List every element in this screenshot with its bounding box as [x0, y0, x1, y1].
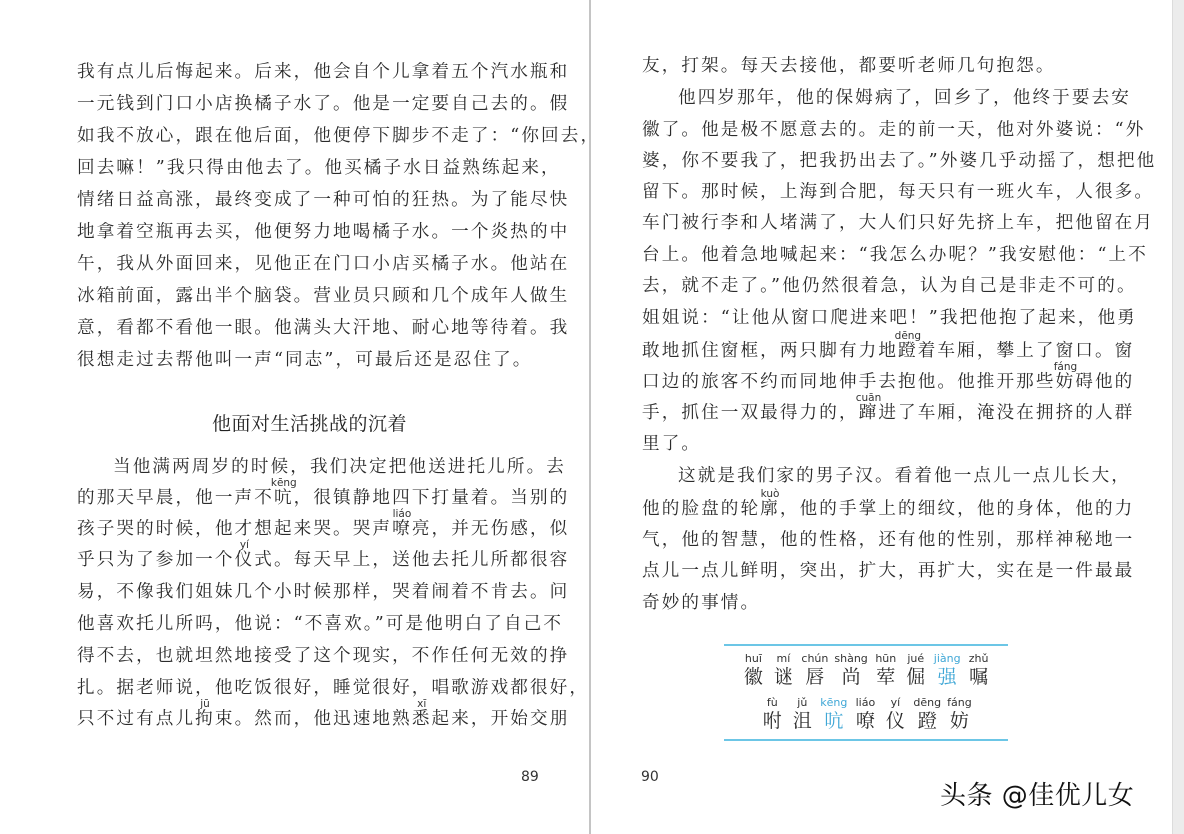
text-segment: ，很镇静地四下打量着。当别的 — [293, 488, 570, 508]
text-segment: 乎只为了参加一个 — [77, 550, 235, 570]
vocab-char: 嘱 — [969, 666, 989, 688]
vocab-item-highlighted — [820, 696, 847, 733]
vocab-item — [967, 652, 991, 689]
pinyin-annotation: kēng — [270, 477, 297, 489]
annotated-char — [855, 392, 882, 425]
text-line: 我有点儿后悔起来。后来，他会自个儿拿着五个汽水瓶和 — [77, 62, 570, 82]
vocab-pinyin: liáo — [855, 696, 876, 709]
annotated-char — [392, 508, 412, 541]
vocab-pinyin: shàng — [834, 652, 868, 665]
text-segment: 敢地抓住窗框，两只脚有力地 — [642, 341, 899, 361]
annotated-char — [760, 488, 780, 521]
annotated-char-text: 嘹 — [392, 519, 412, 539]
page-number-left: 89 — [521, 769, 539, 785]
text-line: 午，我从外面回来，见他正在门口小店买橘子水。他站在 — [77, 254, 570, 274]
vocab-pinyin: zhǔ — [968, 652, 989, 665]
text-line: 一元钱到门口小店换橘子水了。他是一定要自己去的。假 — [77, 94, 570, 114]
text-line-with-pinyin — [642, 488, 1135, 521]
vocab-pinyin: dēng — [913, 696, 942, 709]
annotated-char — [894, 330, 922, 363]
vocab-char: 强 — [937, 666, 957, 688]
text-line: 很想走过去帮他叫一声“同志”，可最后还是忍住了。 — [77, 350, 533, 370]
vocabulary-box — [724, 644, 1008, 741]
vocabulary-row-1 — [724, 652, 1008, 689]
text-segment: ，他的手掌上的细纹，他的身体，他的力 — [779, 499, 1135, 519]
pinyin-annotation: xī — [417, 698, 427, 710]
annotated-char-text: 廓 — [760, 499, 780, 519]
pinyin-annotation: jū — [200, 698, 210, 710]
vocab-char: 徽 — [743, 666, 763, 688]
text-line: 去，就不走了。”他仍然很着急，认为自己是非走不可的。 — [642, 276, 1137, 296]
annotated-char-text: 仪 — [234, 550, 255, 570]
vocab-pinyin: jǔ — [797, 696, 808, 709]
text-line: 里了。 — [642, 434, 702, 454]
vocab-item — [790, 696, 814, 733]
pinyin-annotation: yí — [239, 539, 249, 551]
annotated-char — [270, 477, 297, 510]
vocab-char: 沮 — [792, 710, 812, 732]
text-segment: 式。每天早上，送他去托儿所都很容 — [254, 550, 570, 570]
text-line: 回去嘛！”我只得由他去了。他买橘子水日益熟练起来， — [77, 158, 561, 178]
section-heading: 他面对生活挑战的沉着 — [212, 413, 408, 435]
text-segment: 碍他的 — [1075, 372, 1135, 392]
text-segment: 亮，并无伤感，似 — [411, 519, 570, 539]
vocab-item — [771, 652, 795, 689]
text-line-with-pinyin — [642, 392, 1135, 425]
annotated-char-text: 悉 — [411, 709, 432, 729]
vocab-item — [904, 652, 928, 689]
vocab-char: 谜 — [773, 666, 793, 688]
text-line: 这就是我们家的男子汉。看着他一点儿一点儿长大， — [678, 466, 1131, 486]
text-line: 情绪日益高涨，最终变成了一种可怕的狂热。为了能尽快 — [77, 190, 570, 210]
vocab-pinyin: jué — [907, 652, 925, 665]
vocab-char: 蹬 — [917, 710, 937, 732]
text-line: 他四岁那年，他的保姆病了，回乡了，他终于要去安 — [678, 88, 1131, 108]
text-segment: 他的脸盘的轮 — [642, 499, 761, 519]
text-line: 点儿一点儿鲜明，突出，扩大，再扩大，实在是一件最最 — [642, 561, 1135, 581]
vocab-item — [834, 652, 867, 689]
vocab-pinyin: jiàng — [933, 652, 961, 665]
vocab-item — [883, 696, 907, 733]
annotated-char-text: 妨 — [1055, 372, 1076, 392]
pinyin-annotation: dēng — [894, 330, 922, 342]
vocab-char: 荤 — [876, 666, 896, 688]
vocab-char: 仪 — [885, 710, 905, 732]
text-segment: 的那天早晨，他一声不 — [77, 488, 274, 508]
annotated-char — [234, 539, 255, 572]
annotated-char-text: 拘 — [195, 709, 215, 729]
text-line: 气，他的智慧，他的性格，还有他的性别，那样神秘地一 — [642, 530, 1135, 550]
text-line: 徽了。他是极不愿意去的。走的前一天，他对外婆说：“外 — [642, 120, 1146, 140]
vocab-item — [801, 652, 828, 689]
vocab-char: 吭 — [824, 710, 844, 732]
pinyin-annotation: kuò — [760, 488, 780, 500]
text-segment: 束。然而，他迅速地熟 — [214, 709, 412, 729]
text-line-with-pinyin — [77, 477, 570, 510]
text-line: 如我不放心，跟在他后面，他便停下脚步不走了：“你回去， — [77, 126, 601, 146]
pinyin-annotation: cuān — [855, 392, 882, 404]
vocab-item-highlighted — [934, 652, 961, 689]
annotated-char-text: 吭 — [273, 488, 294, 508]
vocabulary-row-2 — [724, 696, 1008, 733]
text-line-with-pinyin — [77, 539, 570, 572]
page-edge-scrollbar[interactable] — [1172, 0, 1184, 834]
annotated-char — [1053, 361, 1078, 394]
text-line: 得不去，也就坦然地接受了这个现实，不作任何无效的挣 — [77, 646, 570, 666]
vocab-item — [874, 652, 898, 689]
vocab-item — [760, 696, 784, 733]
text-line: 意，看都不看他一眼。他满头大汗地、耐心地等待着。我 — [77, 318, 570, 338]
annotated-char-text: 蹬 — [898, 341, 918, 361]
text-line: 奇妙的事情。 — [642, 593, 761, 613]
vocab-item — [741, 652, 765, 689]
text-line: 当他满两周岁的时候，我们决定把他送进托儿所。去 — [113, 457, 566, 477]
vocab-pinyin: huī — [744, 652, 762, 665]
vocab-pinyin: mí — [776, 652, 791, 665]
vocab-pinyin: kēng — [820, 696, 848, 709]
text-segment: 口边的旅客不约而同地伸手去抱他。他推开那些 — [642, 372, 1056, 392]
text-line-with-pinyin — [77, 508, 570, 541]
text-line: 车门被行李和人堵满了，大人们只好先挤上车，把他留在月 — [642, 213, 1155, 233]
pinyin-annotation: fáng — [1053, 361, 1078, 373]
text-line: 扎。据老师说，他吃饭很好，睡觉很好，唱歌游戏都很好， — [77, 678, 590, 698]
vocab-item — [913, 696, 941, 733]
text-line: 易，不像我们姐妹几个小时候那样，哭着闹着不肯去。问 — [77, 582, 570, 602]
annotated-char — [411, 698, 432, 731]
text-segment: 着车厢，攀上了窗口。窗 — [917, 341, 1135, 361]
vocab-char: 唇 — [805, 666, 825, 688]
text-line: 姐姐说：“让他从窗口爬进来吧！”我把他抱了起来，他勇 — [642, 308, 1137, 328]
vocab-char: 咐 — [762, 710, 782, 732]
text-segment: 进了车厢，淹没在拥挤的人群 — [878, 403, 1135, 423]
text-segment: 手，抓住一双最得力的， — [642, 403, 859, 423]
pinyin-annotation: liáo — [392, 508, 412, 520]
vocab-char: 倔 — [906, 666, 926, 688]
vocab-pinyin: hūn — [875, 652, 897, 665]
vocab-item — [947, 696, 972, 733]
text-line: 他喜欢托儿所吗，他说：“不喜欢。”可是他明白了自己不 — [77, 614, 564, 634]
vocab-char: 嘹 — [855, 710, 875, 732]
annotated-char — [195, 698, 215, 731]
vocab-pinyin: chún — [801, 652, 829, 665]
text-line-with-pinyin — [642, 361, 1135, 394]
text-line-with-pinyin — [77, 698, 570, 731]
annotated-char-text: 蹿 — [858, 403, 879, 423]
text-line: 台上。他着急地喊起来：“我怎么办呢？”我安慰他：“上不 — [642, 245, 1148, 265]
text-line: 地拿着空瓶再去买，他便努力地喝橘子水。一个炎热的中 — [77, 222, 570, 242]
page-number-right: 90 — [641, 769, 659, 785]
vocab-pinyin: yí — [890, 696, 901, 709]
vocab-pinyin: fù — [766, 696, 778, 709]
text-line: 留下。那时候，上海到合肥，每天只有一班火车，人很多。 — [642, 182, 1155, 202]
vocab-char: 尚 — [841, 666, 861, 688]
text-segment: 孩子哭的时候，他才想起来哭。哭声 — [77, 519, 393, 539]
text-segment: 只不过有点儿 — [77, 709, 196, 729]
vocab-item — [853, 696, 877, 733]
watermark: 头条 @佳优儿女 — [940, 781, 1135, 811]
text-line: 冰箱前面，露出半个脑袋。营业员只顾和几个成年人做生 — [77, 286, 570, 306]
text-segment: 起来，开始交朋 — [431, 709, 570, 729]
vocab-pinyin: fáng — [947, 696, 972, 709]
text-line: 婆，你不要我了，把我扔出去了。”外婆几乎动摇了，想把他 — [642, 151, 1157, 171]
vocab-char: 妨 — [949, 710, 969, 732]
text-line: 友，打架。每天去接他，都要听老师几句抱怨。 — [642, 56, 1056, 76]
